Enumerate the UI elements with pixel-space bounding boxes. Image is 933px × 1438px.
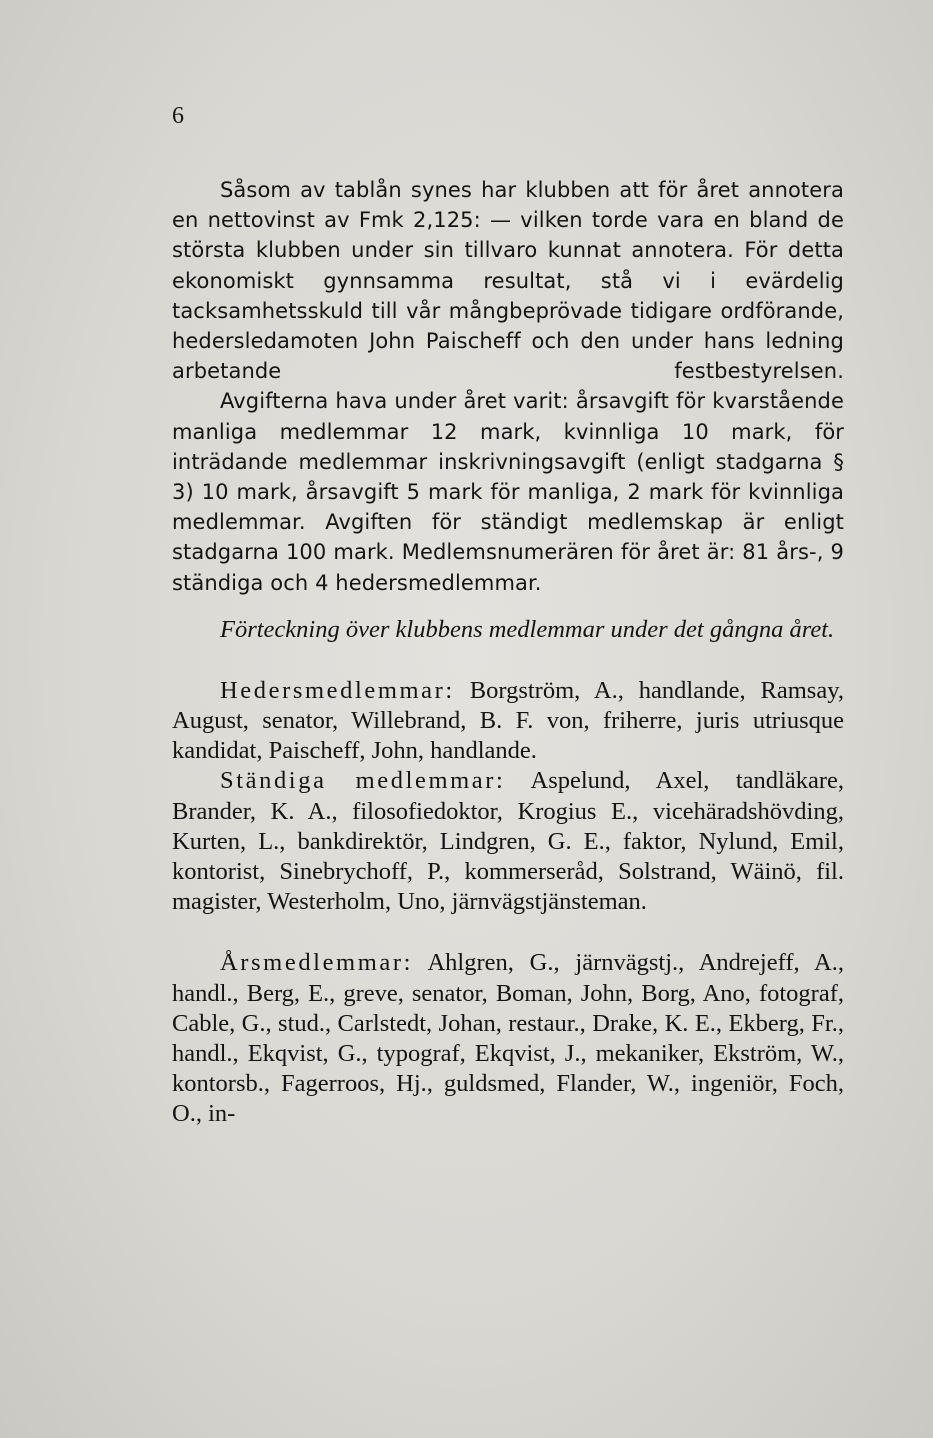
page-number: 6 [172,103,184,129]
member-list-heading: Förteckning över klubbens medlemmar under det gångna året. [220,615,835,643]
honorary-members [172,676,844,767]
annual-members-label: Årsmedlemmar: [220,949,414,977]
annual-members-text: Ahlgren, G., järnvägstj., Andrejeff, A., handl., Berg, E., greve, senator, Boman, John, Borg, Ano, fotograf, Cable, G., stud., Carlstedt, Johan, restaur., Drake, K. E., Ekberg, Fr., handl., Ekqvist, G., typograf, Ekqvist, J., mekaniker, Ekström, W., kontorsb., Fagerroos, Hj., guldsmed, Flander, W., ingeniör, Foch, O., in- [172,949,844,1128]
annual-members [172,948,844,1129]
paragraph-finances: Såsom av tablån synes har klubben att för året annotera en nettovinst av Fmk 2,125: — vilken torde vara en bland de största klubben under sin tillvaro kunnat annotera. För detta ekonomiskt gynnsamma resultat, stå vi i evärdelig tacksamhetsskuld till vår mångbeprövade tidigare ordförande, hedersledamoten John Paischeff och den under hans ledning arbetande festbestyrelsen. [172,178,844,384]
permanent-members-text: Aspelund, Axel, tandläkare, Brander, K. A., filosofiedoktor, Krogius E., vicehäradshövding, Kurten, L., bankdirektör, Lindgren, G. E., faktor, Nylund, Emil, kontorist, Sinebrychoff, P., kommerseråd, Solstrand, Wäinö, fil. magister, Westerholm, Uno, järnvägstjänsteman. [172,767,844,916]
honorary-members-text: Borgström, A., handlande, Ramsay, August, senator, Willebrand, B. F. von, friherre, juris utriusque kandidat, Paischeff, John, handlande. [172,676,845,765]
permanent-members-label: Ständiga medlemmar: [220,767,506,795]
permanent-members [172,766,844,917]
paragraph-fees: Avgifterna hava under året varit: årsavgift för kvarstående manliga medlemmar 12 mark, kvinnliga 10 mark, för inträdande medlemmar inskrivningsavgift (enligt stadgarna § 3) 10 mark, årsavgift 5 mark för manliga, 2 mark för kvinnliga medlemmar. Avgiften för ständigt medlemskap är enligt stadgarna 100 mark. Medlemsnumerären för året är: 81 års-, 9 ständiga och 4 hedersmedlemmar. [172,389,844,595]
page-body [172,175,844,1130]
honorary-members-label: Hedersmedlemmar: [220,676,455,704]
